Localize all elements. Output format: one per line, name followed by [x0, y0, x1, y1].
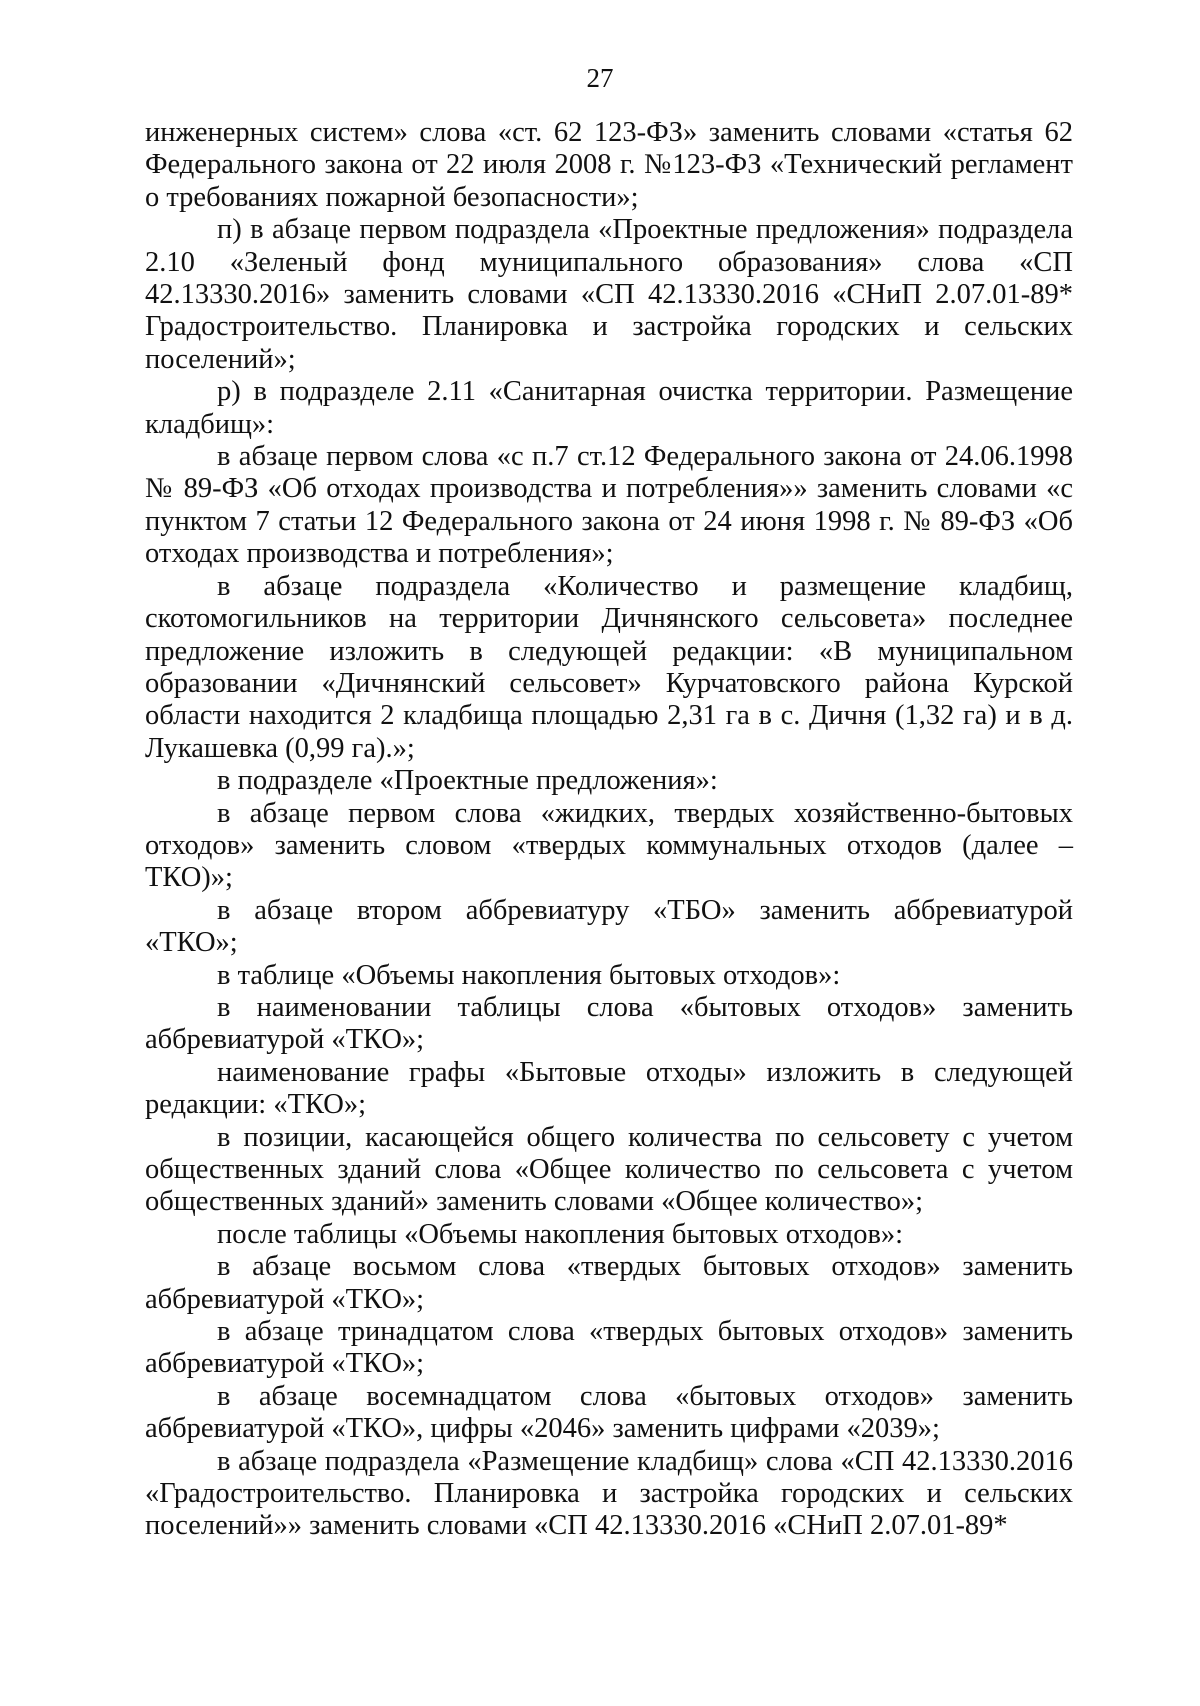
paragraph-6: в подразделе «Проектные предложения»:	[217, 765, 718, 797]
paragraph-12: в позиции, касающейся общего количества по сельсовету с учетом общественных зданий слова «Общее количество по сельсовета с учетом общественных зданий» заменить словами «Общее количество»;	[145, 1121, 1073, 1218]
paragraph-8: в абзаце втором аббревиатуру «ТБО» заменить аббревиатурой «ТКО»;	[145, 894, 1073, 959]
paragraph-2: п) в абзаце первом подраздела «Проектные предложения» подраздела 2.10 «Зеленый фонд муниципального образования» слова «СП 42.13330.2016» заменить словами «СП 42.13330.2016 «СНиП 2.07.01-89* Градостроительство. Планировка и застройка городских и сельских поселений»;	[145, 214, 1073, 375]
page-number: 27	[586, 63, 614, 93]
paragraph-15: в абзаце тринадцатом слова «твердых бытовых отходов» заменить аббревиатурой «ТКО»;	[145, 1316, 1073, 1380]
paragraph-14: в абзаце восьмом слова «твердых бытовых отходов» заменить аббревиатурой «ТКО»;	[145, 1251, 1073, 1315]
paragraph-3: р) в подразделе 2.11 «Санитарная очистка территории. Размещение кладбищ»:	[145, 376, 1073, 440]
paragraph-16: в абзаце восемнадцатом слова «бытовых отходов» заменить аббревиатурой «ТКО», цифры «2046» заменить цифрами «2039»;	[145, 1380, 1073, 1445]
paragraph-10: в наименовании таблицы слова «бытовых отходов» заменить аббревиатурой «ТКО»;	[145, 991, 1073, 1056]
paragraph-7: в абзаце первом слова «жидких, твердых хозяйственно-бытовых отходов» заменить словом «твердых коммунальных отходов (далее – ТКО)»;	[145, 797, 1073, 894]
paragraph-11: наименование графы «Бытовые отходы» изложить в следующей редакции: «ТКО»;	[145, 1056, 1073, 1121]
paragraph-4: в абзаце первом слова «с п.7 ст.12 Федерального закона от 24.06.1998 № 89-ФЗ «Об отходах производства и потребления»» заменить словами «с пунктом 7 статьи 12 Федерального закона от 24 июня 1998 г. № 89-ФЗ «Об отходах производства и потребления»;	[145, 441, 1073, 570]
document-body	[145, 117, 1073, 1543]
paragraph-1: инженерных систем» слова «ст. 62 123-ФЗ» заменить словами «статья 62 Федерального закона от 22 июля 2008 г. №123-ФЗ «Технический регламент о требованиях пожарной безопасности»;	[145, 117, 1073, 213]
paragraph-9: в таблице «Объемы накопления бытовых отходов»:	[217, 959, 841, 991]
paragraph-17: в абзаце подраздела «Размещение кладбищ» слова «СП 42.13330.2016 «Градостроительство. Планировка и застройка городских и сельских поселений»» заменить словами «СП 42.13330.2016 «СНиП 2.07.01-89*	[145, 1445, 1073, 1542]
paragraph-5: в абзаце подраздела «Количество и размещение кладбищ, скотомогильников на территории Дичнянского сельсовета» последнее предложение изложить в следующей редакции: «В муниципальном образовании «Дичнянский сельсовет» Курчатовского района Курской области находится 2 кладбища площадью 2,31 га в с. Дичня (1,32 га) и в д. Лукашевка (0,99 га).»;	[145, 570, 1073, 764]
paragraph-13: после таблицы «Объемы накопления бытовых отходов»:	[217, 1218, 904, 1250]
